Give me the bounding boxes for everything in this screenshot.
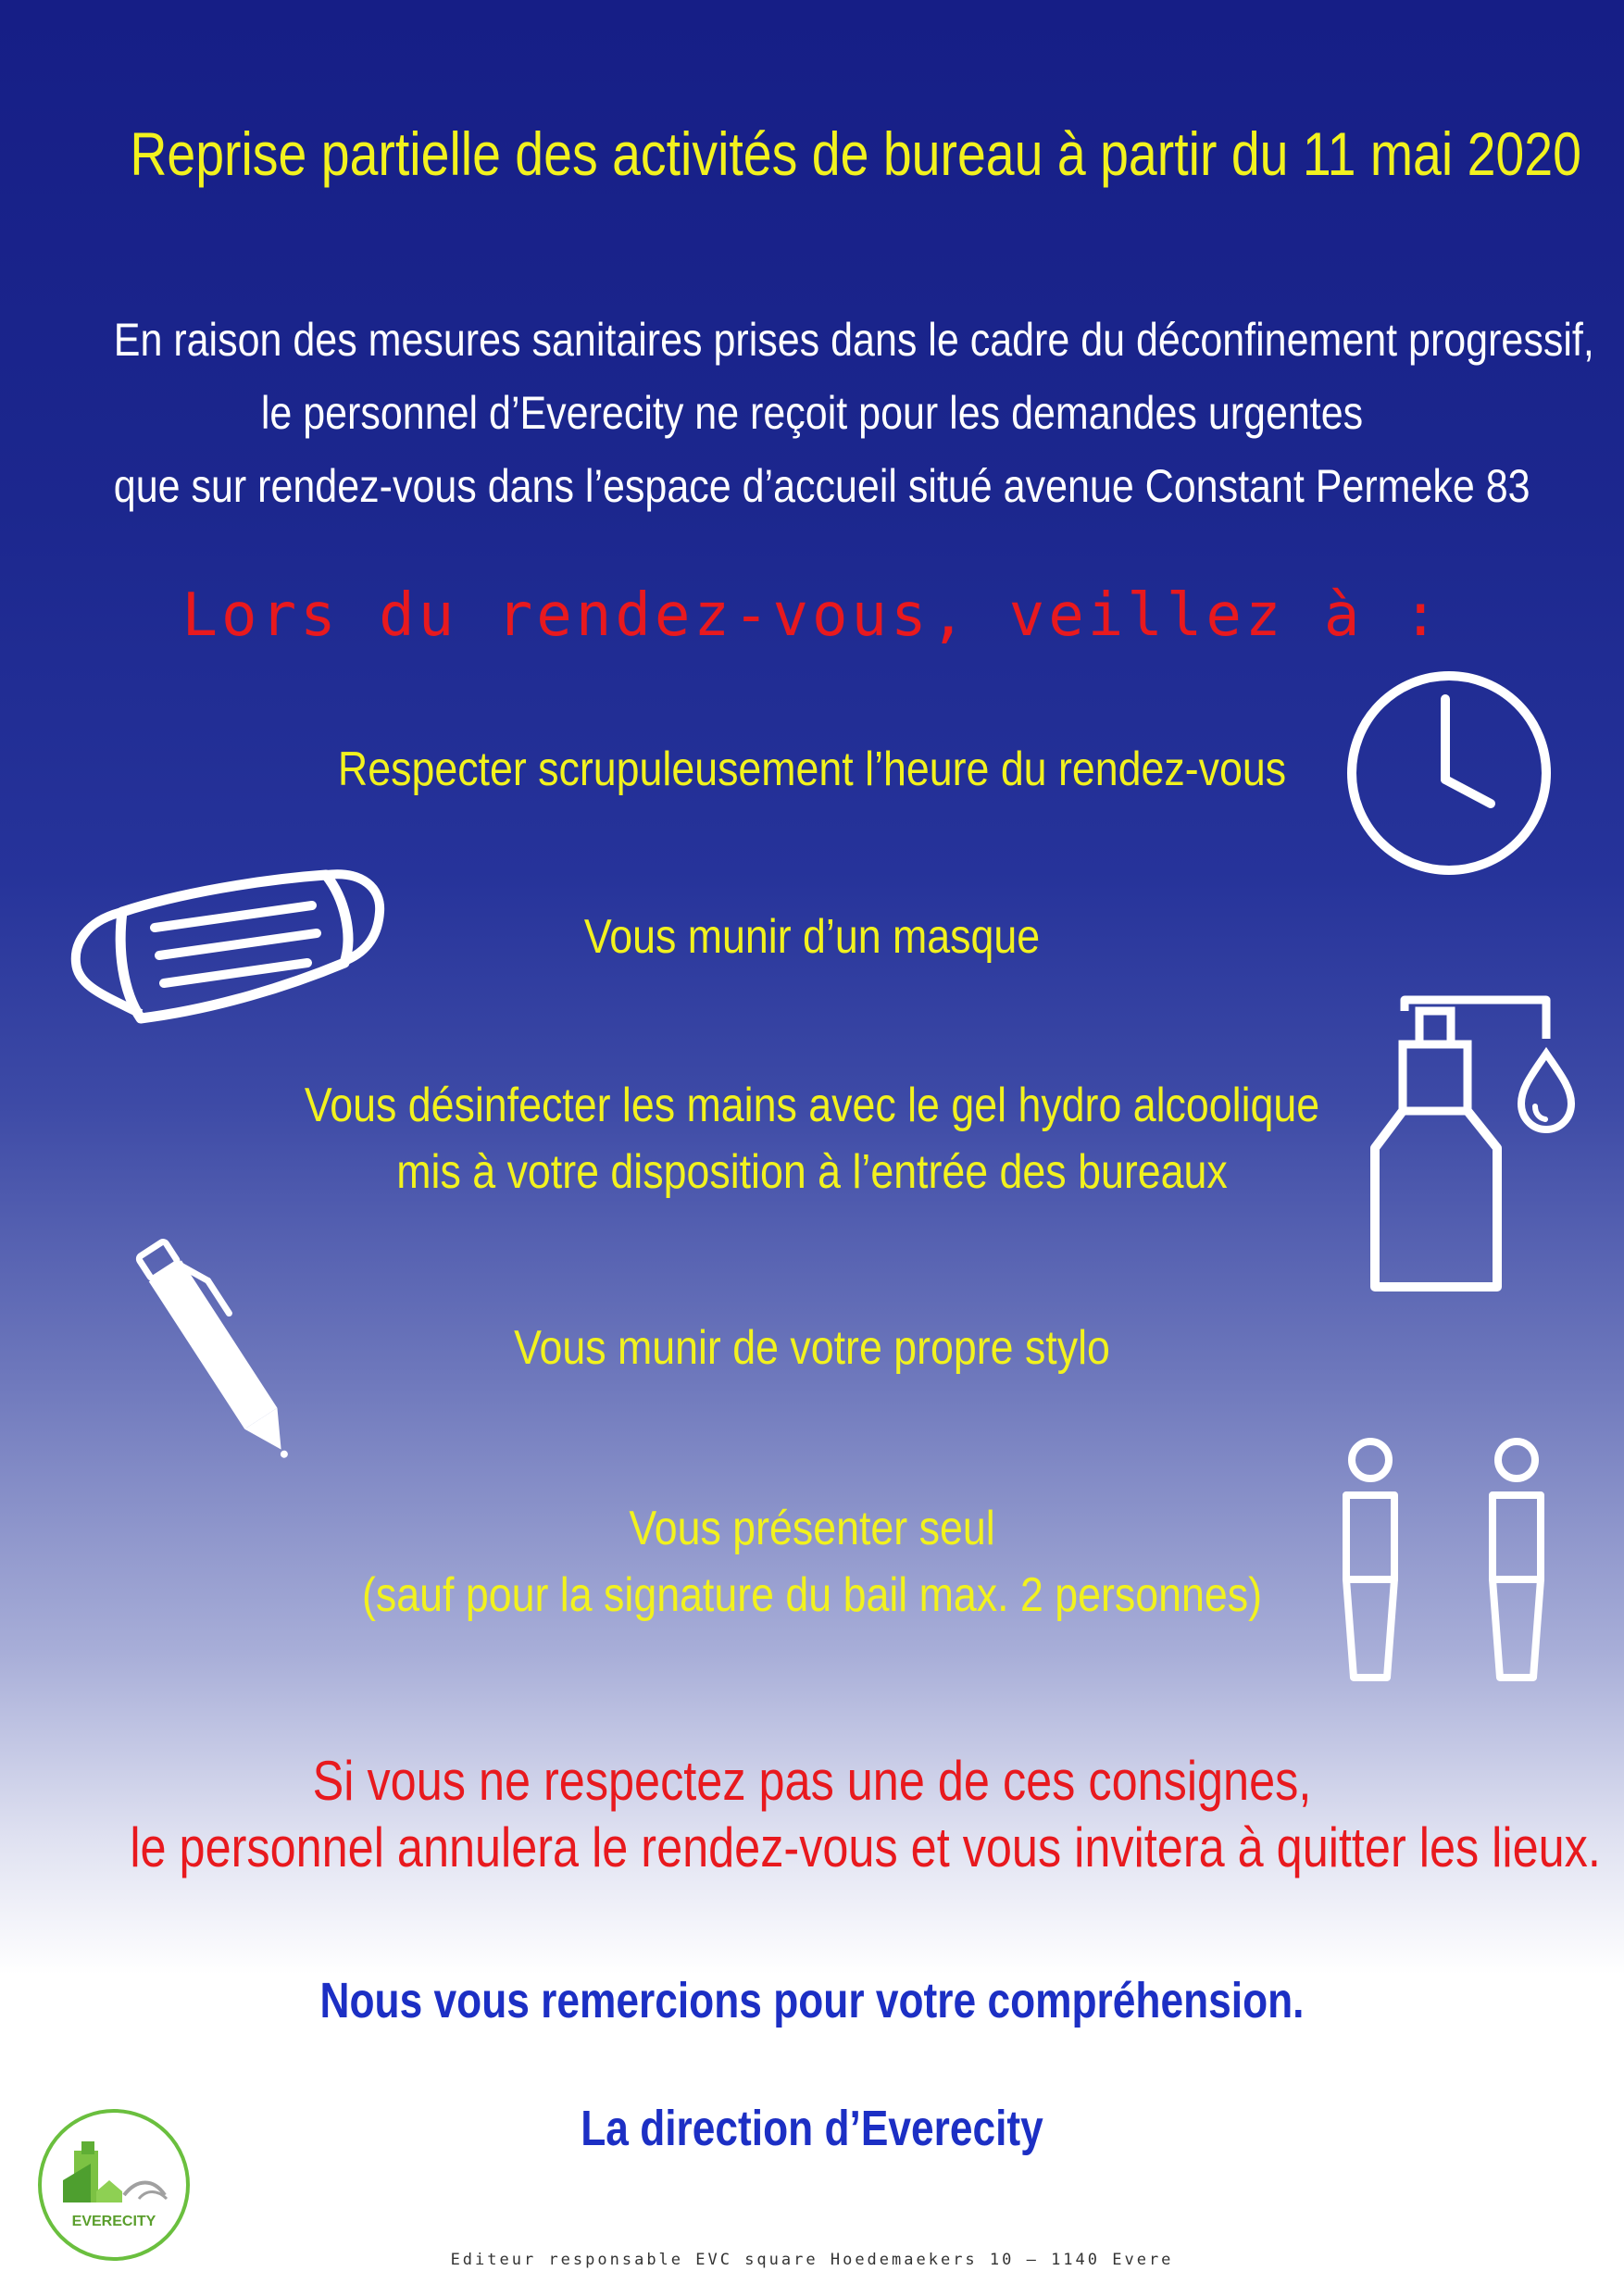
person-icon — [1493, 1441, 1541, 1678]
instruction-text: Vous présenter seul — [629, 1502, 995, 1555]
instruction-pen — [114, 1315, 1510, 1381]
thanks-message: Nous vous remercions pour votre compréhension. — [319, 1973, 1305, 2028]
warning-message — [130, 1748, 1601, 1881]
instruction-text: Vous désinfecter les mains avec le gel hydro alcoolique — [304, 1079, 1320, 1132]
instruction-text: Respecter scrupuleusement l’heure du rendez-vous — [337, 742, 1287, 796]
publisher-footer: Editeur responsable EVC square Hoedemaekers 10 – 1140 Evere — [450, 2251, 1174, 2269]
hand-sanitizer-icon — [1366, 991, 1579, 1296]
intro-line: En raison des mesures sanitaires prises dans le cadre du déconfinement progressif, — [113, 314, 1594, 366]
instruction-text: (sauf pour la signature du bail max. 2 personnes) — [362, 1568, 1262, 1622]
warning-line: Si vous ne respectez pas une de ces consignes, — [312, 1750, 1312, 1812]
instruction-punctuality — [114, 736, 1510, 803]
instruction-text: mis à votre disposition à l’entrée des bureaux — [396, 1145, 1228, 1199]
clock-icon — [1343, 667, 1555, 880]
warning-line: le personnel annulera le rendez-vous et vous invitera à quitter les lieux. — [130, 1816, 1601, 1878]
intro-line: que sur rendez-vous dans l’espace d’accueil situé avenue Constant Permeke 83 — [113, 460, 1530, 512]
mask-icon — [67, 861, 391, 1028]
instruction-sanitize — [114, 1072, 1510, 1205]
everecity-logo — [35, 2106, 193, 2268]
person-icon — [1346, 1441, 1394, 1678]
instruction-alone — [114, 1495, 1510, 1628]
two-people-icon — [1333, 1435, 1555, 1690]
signature-direction: La direction d’Everecity — [581, 2101, 1043, 2156]
instruction-text: Vous munir de votre propre stylo — [514, 1321, 1110, 1375]
page-title: Reprise partielle des activités de bureau à partir du 11 mai 2020 — [130, 119, 1581, 188]
logo-text: EVERECITY — [71, 2214, 156, 2229]
intro-line: le personnel d’Everecity ne reçoit pour les demandes urgentes — [260, 387, 1364, 439]
intro-paragraph — [113, 304, 1594, 523]
instructions-heading: Lors du rendez-vous, veillez à : — [181, 581, 1443, 650]
pen-icon — [120, 1222, 315, 1481]
instruction-text: Vous munir d’un masque — [583, 910, 1041, 964]
